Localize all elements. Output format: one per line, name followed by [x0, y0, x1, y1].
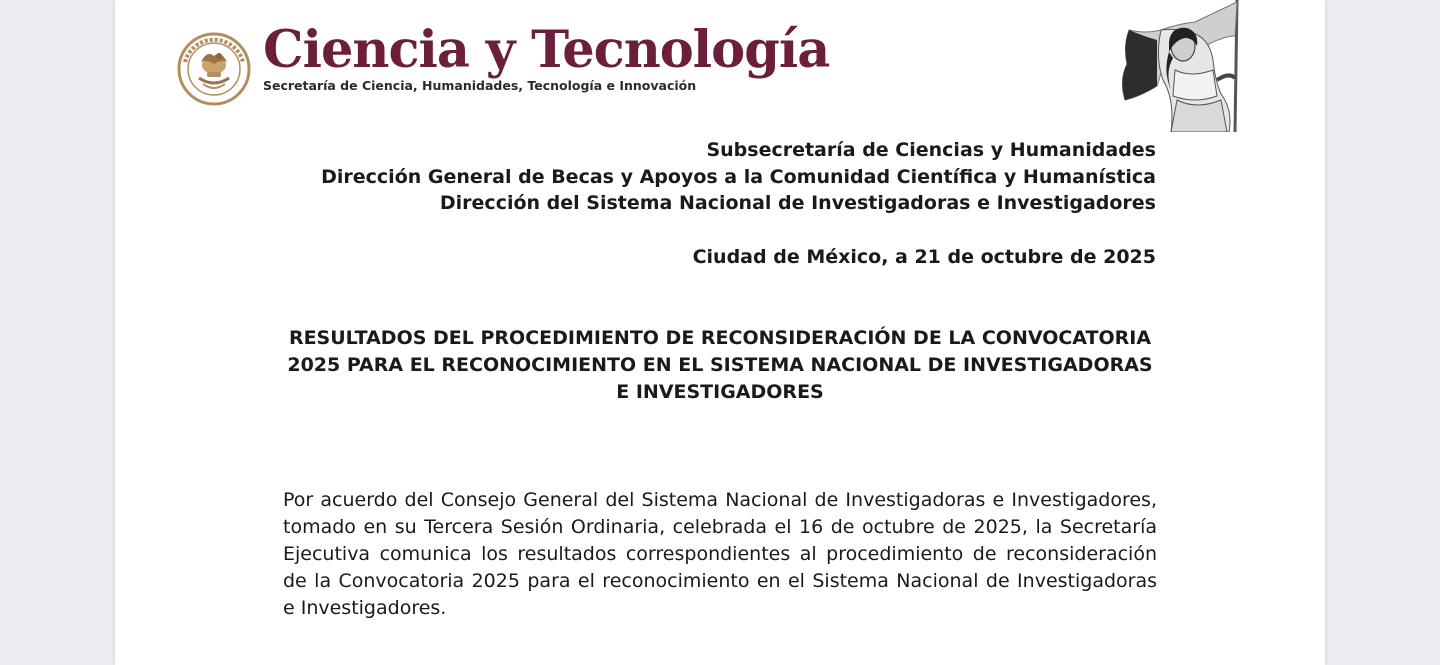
brand-header [263, 20, 830, 94]
mexican-coat-of-arms-seal-icon [177, 32, 251, 106]
header-direccion-sistema: Dirección del Sistema Nacional de Investigadoras e Investigadores [439, 192, 1156, 214]
heroine-with-flag-illustration-icon [1117, 0, 1257, 132]
document-body-paragraph: Por acuerdo del Consejo General del Sistema Nacional de Investigadoras e Investigadores, tomado en su Tercera Sesión Ordinaria, celebrada el 16 de octubre de 2025, la Secretaría Ejecutiva comunica los resultados correspondientes al procedimiento de reconsideración de la Convocatoria 2025 para el reconocimiento en el Sistema Nacional de Investigadoras e Investigadores. [283, 489, 1157, 619]
header-subsecretaria: Subsecretaría de Ciencias y Humanidades [706, 139, 1156, 161]
document-date: Ciudad de México, a 21 de octubre de 2025 [692, 246, 1156, 268]
document-page [115, 0, 1325, 665]
header-direccion-general: Dirección General de Becas y Apoyos a la Comunidad Científica y Humanística [321, 166, 1156, 188]
brand-subtitle: Secretaría de Ciencia, Humanidades, Tecnología e Innovación [263, 78, 697, 93]
brand-title: Ciencia y Tecnología [263, 20, 830, 80]
document-title: RESULTADOS DEL PROCEDIMIENTO DE RECONSIDERACIÓN DE LA CONVOCATORIA 2025 PARA EL RECONOCIMIENTO EN EL SISTEMA NACIONAL DE INVESTIGADORAS E INVESTIGADORES [287, 327, 1153, 403]
